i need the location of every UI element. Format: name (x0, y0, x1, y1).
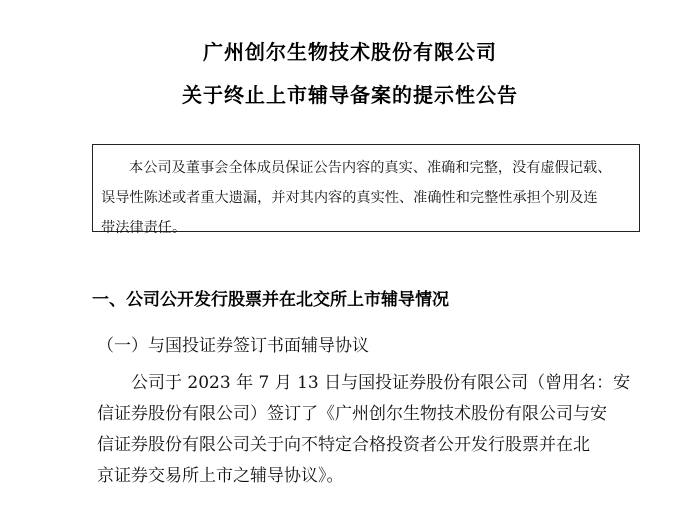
section-heading: 一、公司公开发行股票并在北交所上市辅导情况 (92, 290, 449, 310)
body-paragraph (97, 368, 642, 492)
disclaimer-line: 误导性陈述或者重大遗漏，并对其内容的真实性、准确性和完整性承担个别及连 (101, 190, 598, 206)
disclaimer-line: 带法律责任。 (101, 220, 187, 236)
paragraph-line: 京证券交易所上市之辅导协议》。 (97, 466, 344, 486)
paragraph-line: 信证券股份有限公司）签订了《广州创尔生物技术股份有限公司与安 (97, 404, 607, 424)
company-title: 广州创尔生物技术股份有限公司 (203, 40, 497, 64)
subsection-heading: （一）与国投证券签订书面辅导协议 (97, 336, 369, 356)
announcement-title: 关于终止上市辅导备案的提示性公告 (182, 83, 518, 107)
disclaimer-box (92, 144, 640, 236)
paragraph-line: 信证券股份有限公司关于向不特定合格投资者公开发行股票并在北 (97, 435, 590, 455)
disclaimer-line: 本公司及董事会全体成员保证公告内容的真实、准确和完整，没有虚假记载、 (129, 160, 612, 176)
paragraph-line: 公司于 2023 年 7 月 13 日与国投证券股份有限公司（曾用名：安 (131, 373, 631, 393)
